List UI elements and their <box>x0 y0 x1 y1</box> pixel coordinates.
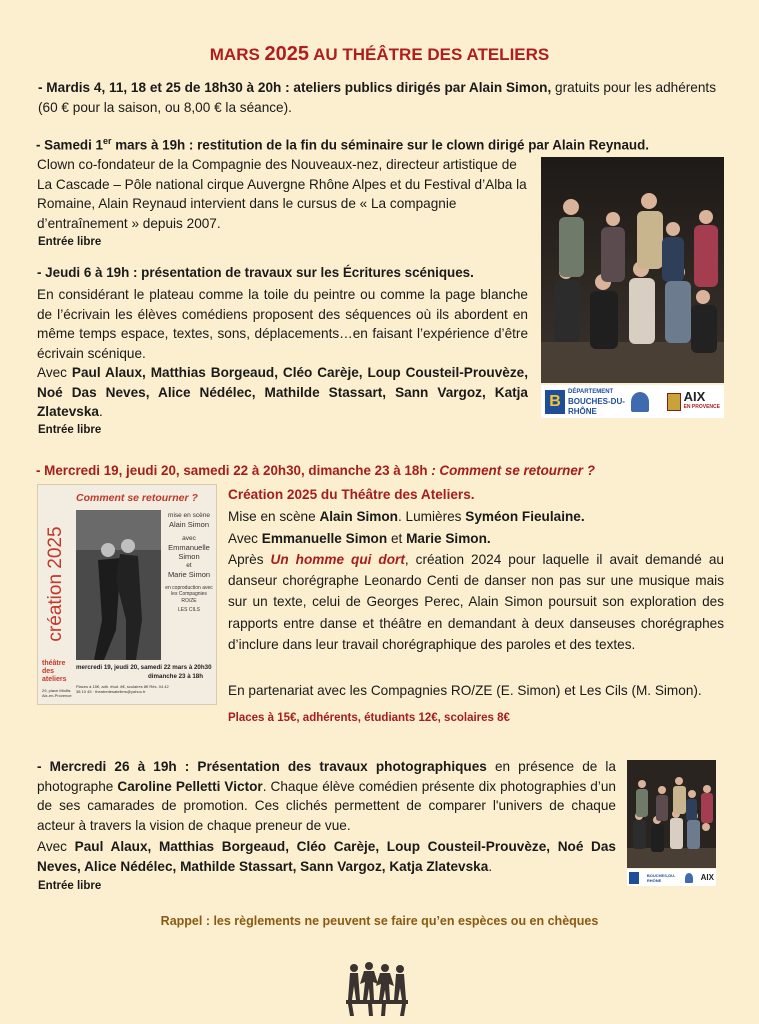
photo-entree: Entrée libre <box>38 880 102 892</box>
b-icon: B <box>545 390 565 414</box>
group-photo-illustration <box>541 157 724 383</box>
aix-sub: EN PROVENCE <box>683 403 720 410</box>
retourner-mise: Mise en scène Alain Simon. Lumières Syméon Fieulaine. <box>228 509 585 524</box>
tree-icon <box>631 392 649 412</box>
poster-creation: création 2025 <box>45 526 66 642</box>
poster-credits: mise en scène Alain Simon avec Emmanuelle Simon et Marie Simon en coproduction avec les Compagnies RO/ZE LES CILS <box>165 512 213 613</box>
payment-reminder: Rappel : les règlements ne peuvent se faire qu’en espèces ou en chèques <box>160 914 599 928</box>
b-icon-small <box>629 872 639 884</box>
dept-name: BOUCHES-DU-RHÔNE <box>568 396 625 416</box>
partner-logos <box>541 385 724 418</box>
clown-entree: Entrée libre <box>38 236 102 248</box>
ecritures-body: En considérant le plateau comme la toile du peintre ou comme la page blanche de l’écrivain les élèves comédiens proposent des séquences où ils abordent en même temps espace, textes, sons, déplacements…en faisant l’expérience d’être écrivain scénique. <box>37 287 528 361</box>
tree-icon-small <box>685 873 693 883</box>
group-photo-small <box>627 760 716 868</box>
dancers-illustration <box>76 510 161 660</box>
ecritures-heading: - Jeudi 6 à 19h : présentation de travaux sur les Écritures scéniques. <box>37 265 474 280</box>
dept-label: DÉPARTEMENT <box>568 388 614 395</box>
poster-sunday: dimanche 23 à 18h <box>148 673 204 680</box>
photo-cast: Avec Paul Alaux, Matthias Borgeaud, Cléo Carèje, Loup Cousteil-Prouvèze, Noé Das Neves, Alice Nédélec, Mathilde Stassart, Sann Vargoz, Katja Zlatevska. <box>37 839 616 874</box>
aix-label-small: AIX <box>700 873 714 882</box>
poster-info: Places à 15€, adh. étud. 8€, scolaires 8€ Rés. 04 42 38 10 45 · theatredesateliers@yahoo.fr <box>76 684 169 694</box>
clown-heading: - Samedi 1er mars à 19h : restitution de la fin du séminaire sur le clown dirigé par Alain Reynaud. <box>36 136 649 153</box>
shield-icon <box>667 393 681 411</box>
retourner-partenariat: En partenariat avec les Compagnies RO/ZE (E. Simon) et Les Cils (M. Simon). <box>228 683 702 698</box>
partner-logos-small <box>627 869 716 886</box>
aix-logo <box>667 388 720 412</box>
retourner-avec: Avec Emmanuelle Simon et Marie Simon. <box>228 531 491 546</box>
poster-title: Comment se retourner ? <box>76 492 198 504</box>
group-photo-small-illustration <box>627 760 716 868</box>
poster-dates: mercredi 19, jeudi 20, samedi 22 mars à 20h30 <box>76 664 212 671</box>
bouches-du-rhone-logo <box>545 387 649 417</box>
retourner-creation: Création 2025 du Théâtre des Ateliers. <box>228 487 475 502</box>
dept-name-small: BOUCHES-DU-RHÔNE <box>646 872 676 883</box>
poster-photo <box>76 510 161 660</box>
clown-body: Clown co-fondateur de la Compagnie des Nouveaux-nez, directeur artistique de La Cascade – Pôle national cirque Auvergne Rhône Alpes et du Festival d’Alba la Romaine, Alain Reynaud intervient dans le cursus de « La compagnie d’entraînement » depuis 2007. <box>37 157 527 231</box>
retourner-places: Places à 15€, adhérents, étudiants 12€, scolaires 8€ <box>228 712 510 724</box>
page-title: MARS 2025 AU THÉÂTRE DES ATELIERS <box>209 43 550 65</box>
aix-label: AIX <box>683 388 706 404</box>
poster-address: 29, place Miollis Aix-en-Provence <box>42 688 72 698</box>
retourner-heading: - Mercredi 19, jeudi 20, samedi 22 à 20h30, dimanche 23 à 18h : Comment se retourner ? <box>36 463 595 478</box>
ateliers-paragraph: - Mardis 4, 11, 18 et 25 de 18h30 à 20h : ateliers publics dirigés par Alain Simon, gratuits pour les adhérents (60 € pour la saison, ou 8,00 € la séance). <box>38 80 717 115</box>
group-photo <box>541 157 724 383</box>
ecritures-cast: Avec Paul Alaux, Matthias Borgeaud, Cléo Carèje, Loup Cousteil-Prouvèze, Noé Das Neves, Alice Nédélec, Mathilde Stassart, Sann Vargoz, Katja Zlatevska. <box>37 365 528 419</box>
retourner-body: Après Un homme qui dort, création 2024 pour laquelle il avait demandé au danseur chorégraphe Leonardo Centi de danser non pas sur une musique mais sur un texte, celui de Georges Perec, Alain Simon poursuit son exploration des rapports entre danse et théâtre en demandant à deux danseuses chorégraphes d’inclure dans leur travail chorégraphique des paroles et des textes. <box>228 552 724 652</box>
photo-paragraph: - Mercredi 26 à 19h : Présentation des travaux photographiques en présence de la photographe Caroline Pelletti Victor. Chaque élève comédien présente dix photographies d’un de ses camarades de promotion. Ces clichés permettent de comparer l'univers de chaque acteur à travers la vision de chaque preneur de vue. <box>37 759 616 833</box>
show-poster <box>37 484 217 705</box>
theatre-logo-icon <box>342 960 412 1018</box>
ecritures-entree: Entrée libre <box>38 424 102 436</box>
poster-theatre-name: théâtre des ateliers <box>42 660 67 683</box>
